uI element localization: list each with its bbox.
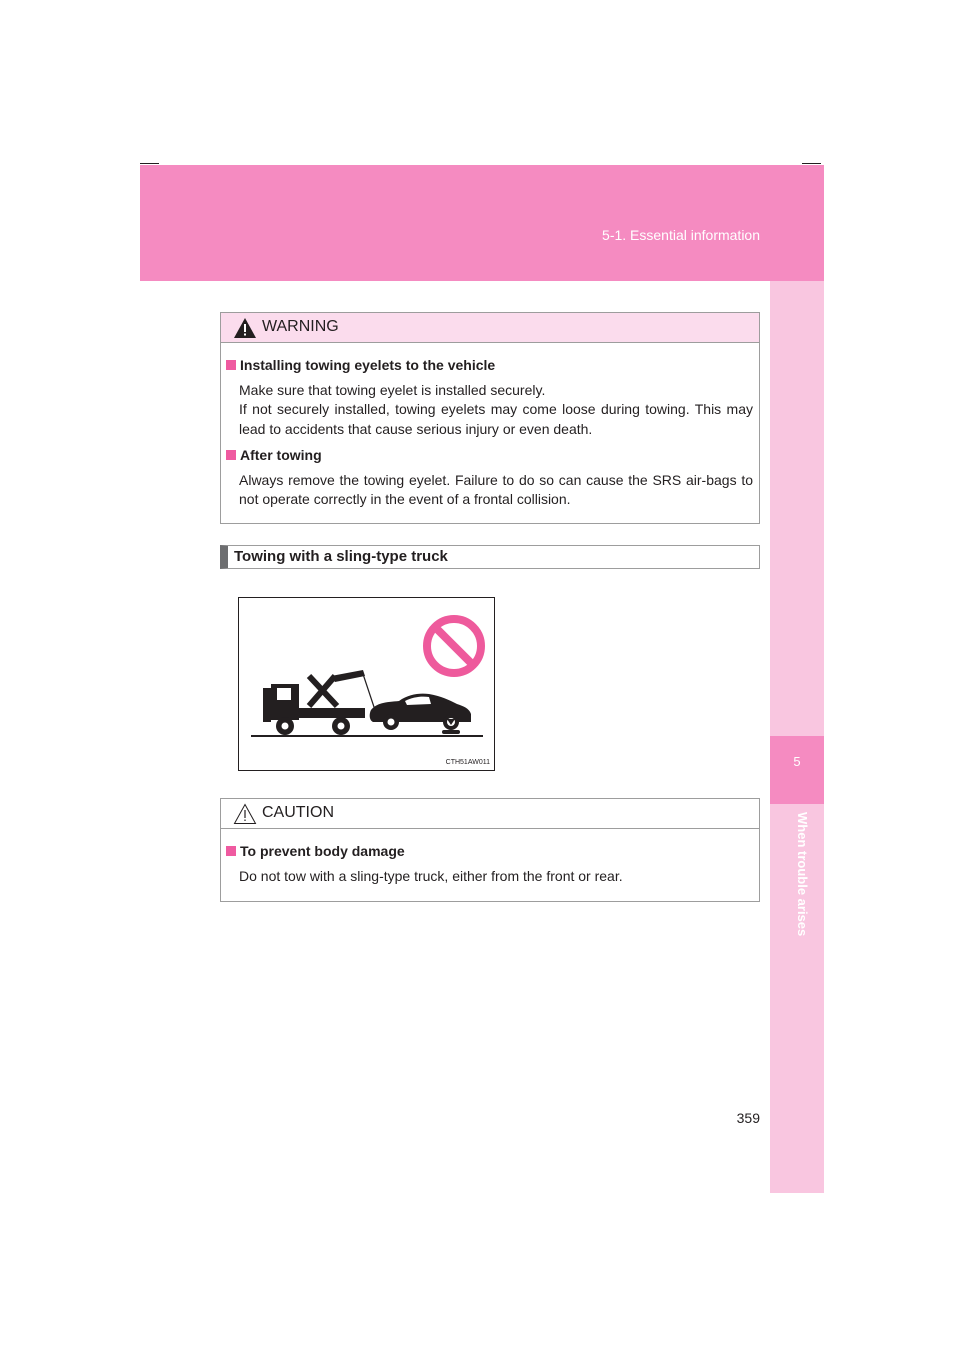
warning-heading: WARNING (262, 318, 339, 335)
header-band (140, 165, 824, 281)
tow-truck-icon (263, 670, 375, 735)
chapter-number: 5 (793, 754, 801, 769)
warning-box (220, 312, 760, 524)
warning-header (221, 313, 759, 343)
caution-box (220, 798, 760, 902)
sling-truck-drawing (239, 598, 494, 770)
warning-item-text: Always remove the towing eyelet. Failure to do so can cause the SRS air-bags to not operate correctly in the event of a frontal collision. (239, 471, 753, 507)
crop-mark (802, 163, 821, 164)
caution-triangle-icon (233, 803, 257, 825)
bullet-square-icon (226, 360, 236, 370)
warning-item-title: Installing towing eyelets to the vehicle (225, 356, 753, 376)
warning-body (221, 343, 759, 510)
caution-header (221, 799, 759, 829)
warning-triangle-icon (233, 317, 257, 339)
bullet-square-icon (226, 846, 236, 856)
crop-mark (140, 163, 159, 164)
caution-heading: CAUTION (262, 804, 334, 821)
caution-item-text: Do not tow with a sling-type truck, either from the front or rear. (239, 867, 623, 884)
caution-item-title: To prevent body damage (225, 842, 753, 862)
prohibition-icon (427, 619, 481, 673)
chapter-tab[interactable] (770, 736, 824, 804)
section-header: 5-1. Essential information (602, 227, 760, 243)
bullet-square-icon (226, 450, 236, 460)
section-heading: Towing with a sling-type truck (220, 545, 760, 569)
caution-body (221, 829, 759, 886)
warning-item-title: After towing (225, 446, 753, 466)
car-icon (370, 694, 471, 734)
figure-code: CTH51AW011 (445, 759, 490, 766)
warning-item-text: Make sure that towing eyelet is installed securely. If not securely installed, towing eyelets may come loose during towing. This may lead to accidents that cause serious injury or even death. (239, 381, 753, 437)
chapter-title: When trouble arises (795, 812, 810, 937)
tow-truck-illustration (238, 597, 495, 771)
page-number: 359 (736, 1110, 760, 1126)
